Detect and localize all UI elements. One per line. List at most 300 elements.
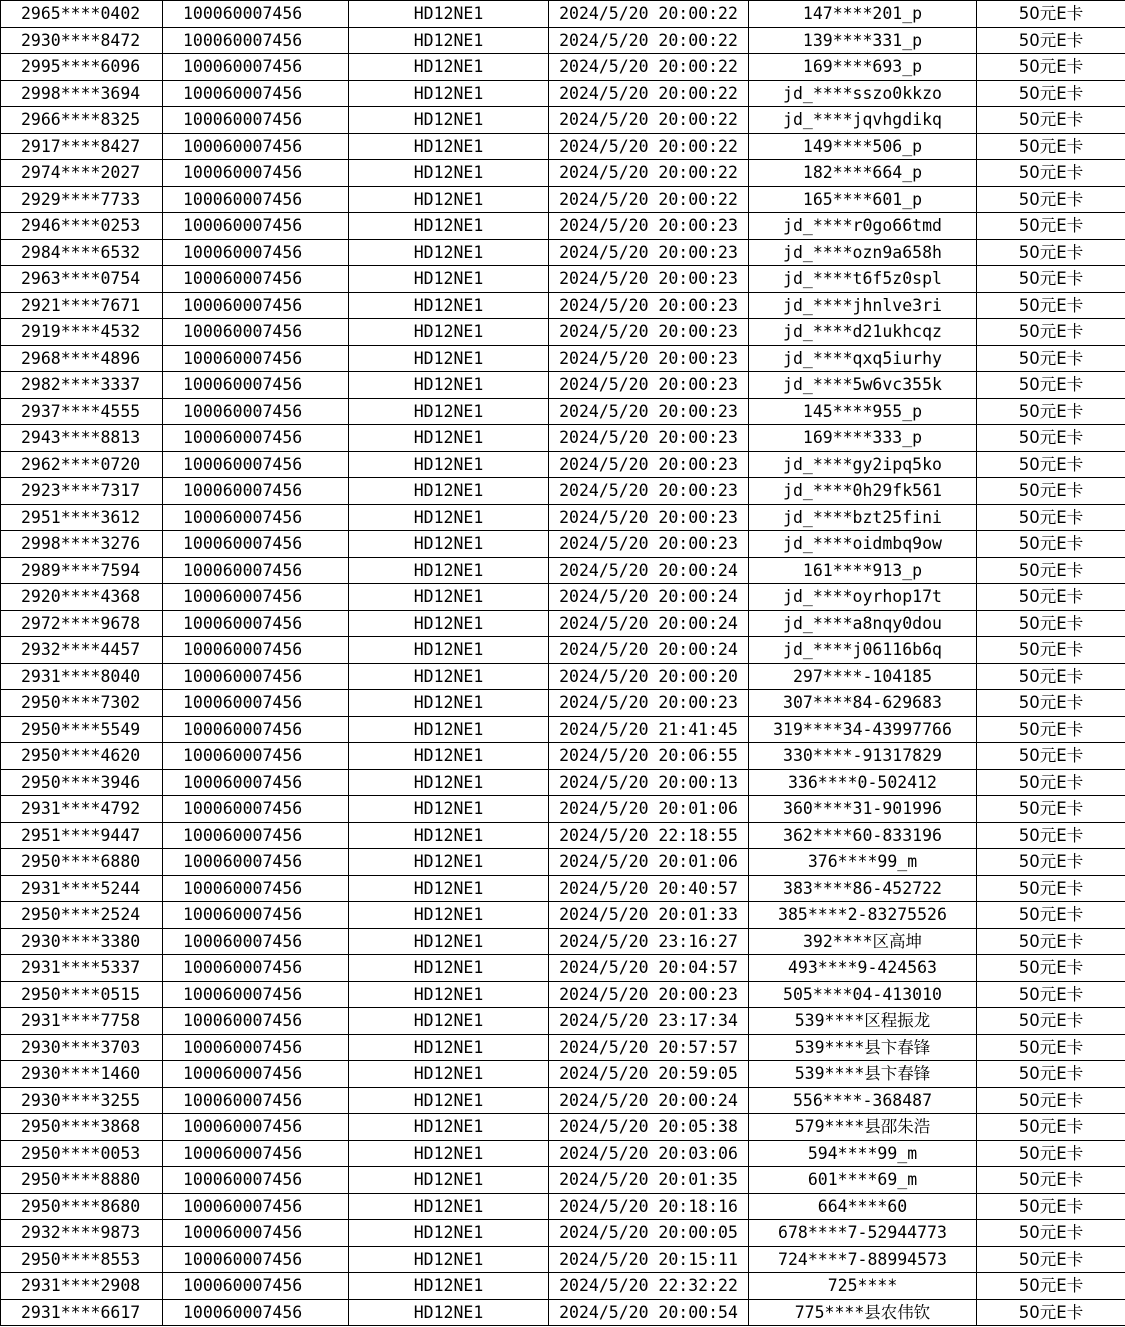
time-cell: 2024/5/20 20:01:06 bbox=[549, 849, 749, 876]
activity-code-cell: HD12NE1 bbox=[349, 1299, 549, 1326]
product-id-cell: 100060007456 bbox=[163, 1167, 349, 1194]
prize-cell: 50元E卡 bbox=[977, 1220, 1125, 1247]
time-cell: 2024/5/20 20:00:24 bbox=[549, 610, 749, 637]
user-account-cell: jd_****j06116b6q bbox=[749, 637, 977, 664]
table-row bbox=[1, 1034, 1125, 1061]
prize-cell: 50元E卡 bbox=[977, 584, 1125, 611]
table-row bbox=[1, 292, 1125, 319]
table-row bbox=[1, 213, 1125, 240]
order-id-cell: 2917****8427 bbox=[1, 133, 163, 160]
activity-code-cell: HD12NE1 bbox=[349, 981, 549, 1008]
prize-cell: 50元E卡 bbox=[977, 928, 1125, 955]
prize-cell: 50元E卡 bbox=[977, 1061, 1125, 1088]
prize-cell: 50元E卡 bbox=[977, 345, 1125, 372]
order-id-cell: 2937****4555 bbox=[1, 398, 163, 425]
user-account-cell: jd_****0h29fk561 bbox=[749, 478, 977, 505]
prize-cell: 50元E卡 bbox=[977, 822, 1125, 849]
prize-cell: 50元E卡 bbox=[977, 1140, 1125, 1167]
user-account-cell: 539****县卞春锋 bbox=[749, 1061, 977, 1088]
order-id-cell: 2965****0402 bbox=[1, 1, 163, 28]
order-id-cell: 2950****0053 bbox=[1, 1140, 163, 1167]
prize-cell: 50元E卡 bbox=[977, 849, 1125, 876]
order-id-cell: 2950****0515 bbox=[1, 981, 163, 1008]
table-row bbox=[1, 319, 1125, 346]
activity-code-cell: HD12NE1 bbox=[349, 107, 549, 134]
user-account-cell: 383****86-452722 bbox=[749, 875, 977, 902]
table-row bbox=[1, 1008, 1125, 1035]
prize-cell: 50元E卡 bbox=[977, 796, 1125, 823]
time-cell: 2024/5/20 20:00:22 bbox=[549, 133, 749, 160]
order-id-cell: 2974****2027 bbox=[1, 160, 163, 187]
activity-code-cell: HD12NE1 bbox=[349, 1, 549, 28]
time-cell: 2024/5/20 20:57:57 bbox=[549, 1034, 749, 1061]
activity-code-cell: HD12NE1 bbox=[349, 716, 549, 743]
order-id-cell: 2972****9678 bbox=[1, 610, 163, 637]
activity-code-cell: HD12NE1 bbox=[349, 1220, 549, 1247]
time-cell: 2024/5/20 20:01:06 bbox=[549, 796, 749, 823]
activity-code-cell: HD12NE1 bbox=[349, 1167, 549, 1194]
order-id-cell: 2950****4620 bbox=[1, 743, 163, 770]
product-id-cell: 100060007456 bbox=[163, 186, 349, 213]
user-account-cell: 493****9-424563 bbox=[749, 955, 977, 982]
product-id-cell: 100060007456 bbox=[163, 902, 349, 929]
table-row bbox=[1, 796, 1125, 823]
table-row bbox=[1, 1167, 1125, 1194]
prize-cell: 50元E卡 bbox=[977, 1034, 1125, 1061]
product-id-cell: 100060007456 bbox=[163, 80, 349, 107]
order-id-cell: 2984****6532 bbox=[1, 239, 163, 266]
product-id-cell: 100060007456 bbox=[163, 1193, 349, 1220]
order-id-cell: 2930****1460 bbox=[1, 1061, 163, 1088]
prize-cell: 50元E卡 bbox=[977, 716, 1125, 743]
prize-cell: 50元E卡 bbox=[977, 478, 1125, 505]
order-id-cell: 2932****4457 bbox=[1, 637, 163, 664]
prize-cell: 50元E卡 bbox=[977, 372, 1125, 399]
table-row bbox=[1, 107, 1125, 134]
order-id-cell: 2919****4532 bbox=[1, 319, 163, 346]
user-account-cell: 169****693_p bbox=[749, 54, 977, 81]
activity-code-cell: HD12NE1 bbox=[349, 1246, 549, 1273]
time-cell: 2024/5/20 20:00:23 bbox=[549, 690, 749, 717]
user-account-cell: 330****-91317829 bbox=[749, 743, 977, 770]
user-account-cell: 145****955_p bbox=[749, 398, 977, 425]
prize-cell: 50元E卡 bbox=[977, 1114, 1125, 1141]
order-id-cell: 2930****8472 bbox=[1, 27, 163, 54]
time-cell: 2024/5/20 21:41:45 bbox=[549, 716, 749, 743]
time-cell: 2024/5/20 20:00:22 bbox=[549, 107, 749, 134]
product-id-cell: 100060007456 bbox=[163, 822, 349, 849]
user-account-cell: jd_****bzt25fini bbox=[749, 504, 977, 531]
user-account-cell: 594****99_m bbox=[749, 1140, 977, 1167]
activity-code-cell: HD12NE1 bbox=[349, 902, 549, 929]
product-id-cell: 100060007456 bbox=[163, 1087, 349, 1114]
activity-code-cell: HD12NE1 bbox=[349, 663, 549, 690]
order-id-cell: 2950****8880 bbox=[1, 1167, 163, 1194]
time-cell: 2024/5/20 20:00:23 bbox=[549, 981, 749, 1008]
table-row bbox=[1, 1140, 1125, 1167]
order-id-cell: 2962****0720 bbox=[1, 451, 163, 478]
order-id-cell: 2951****3612 bbox=[1, 504, 163, 531]
table-row bbox=[1, 239, 1125, 266]
activity-code-cell: HD12NE1 bbox=[349, 27, 549, 54]
prize-cell: 50元E卡 bbox=[977, 266, 1125, 293]
table-row bbox=[1, 425, 1125, 452]
activity-code-cell: HD12NE1 bbox=[349, 1193, 549, 1220]
order-id-cell: 2932****9873 bbox=[1, 1220, 163, 1247]
product-id-cell: 100060007456 bbox=[163, 345, 349, 372]
order-id-cell: 2998****3694 bbox=[1, 80, 163, 107]
product-id-cell: 100060007456 bbox=[163, 54, 349, 81]
product-id-cell: 100060007456 bbox=[163, 1061, 349, 1088]
order-id-cell: 2931****5244 bbox=[1, 875, 163, 902]
time-cell: 2024/5/20 20:00:23 bbox=[549, 239, 749, 266]
time-cell: 2024/5/20 20:00:05 bbox=[549, 1220, 749, 1247]
table-row bbox=[1, 1114, 1125, 1141]
activity-code-cell: HD12NE1 bbox=[349, 584, 549, 611]
product-id-cell: 100060007456 bbox=[163, 398, 349, 425]
table-row bbox=[1, 1193, 1125, 1220]
time-cell: 2024/5/20 20:00:23 bbox=[549, 478, 749, 505]
user-account-cell: 775****县农伟钦 bbox=[749, 1299, 977, 1326]
activity-code-cell: HD12NE1 bbox=[349, 345, 549, 372]
product-id-cell: 100060007456 bbox=[163, 292, 349, 319]
prize-cell: 50元E卡 bbox=[977, 1087, 1125, 1114]
prize-cell: 50元E卡 bbox=[977, 769, 1125, 796]
product-id-cell: 100060007456 bbox=[163, 1246, 349, 1273]
time-cell: 2024/5/20 20:18:16 bbox=[549, 1193, 749, 1220]
table-row bbox=[1, 504, 1125, 531]
order-id-cell: 2998****3276 bbox=[1, 531, 163, 558]
prize-cell: 50元E卡 bbox=[977, 1299, 1125, 1326]
prize-cell: 50元E卡 bbox=[977, 54, 1125, 81]
order-id-cell: 2920****4368 bbox=[1, 584, 163, 611]
table-row bbox=[1, 849, 1125, 876]
prize-cell: 50元E卡 bbox=[977, 27, 1125, 54]
time-cell: 2024/5/20 20:00:24 bbox=[549, 584, 749, 611]
time-cell: 2024/5/20 20:00:22 bbox=[549, 186, 749, 213]
product-id-cell: 100060007456 bbox=[163, 981, 349, 1008]
prize-cell: 50元E卡 bbox=[977, 1008, 1125, 1035]
product-id-cell: 100060007456 bbox=[163, 557, 349, 584]
product-id-cell: 100060007456 bbox=[163, 1034, 349, 1061]
table-row bbox=[1, 663, 1125, 690]
activity-code-cell: HD12NE1 bbox=[349, 769, 549, 796]
time-cell: 2024/5/20 20:00:23 bbox=[549, 319, 749, 346]
activity-code-cell: HD12NE1 bbox=[349, 160, 549, 187]
table-row bbox=[1, 769, 1125, 796]
time-cell: 2024/5/20 20:04:57 bbox=[549, 955, 749, 982]
order-id-cell: 2931****4792 bbox=[1, 796, 163, 823]
order-id-cell: 2943****8813 bbox=[1, 425, 163, 452]
user-account-cell: 539****区程振龙 bbox=[749, 1008, 977, 1035]
time-cell: 2024/5/20 20:00:22 bbox=[549, 160, 749, 187]
activity-code-cell: HD12NE1 bbox=[349, 292, 549, 319]
prize-cell: 50元E卡 bbox=[977, 955, 1125, 982]
activity-code-cell: HD12NE1 bbox=[349, 478, 549, 505]
user-account-cell: 297****-104185 bbox=[749, 663, 977, 690]
time-cell: 2024/5/20 20:00:22 bbox=[549, 54, 749, 81]
activity-code-cell: HD12NE1 bbox=[349, 796, 549, 823]
activity-code-cell: HD12NE1 bbox=[349, 610, 549, 637]
time-cell: 2024/5/20 20:00:22 bbox=[549, 1, 749, 28]
table-row bbox=[1, 133, 1125, 160]
product-id-cell: 100060007456 bbox=[163, 1008, 349, 1035]
time-cell: 2024/5/20 20:00:23 bbox=[549, 345, 749, 372]
table-row bbox=[1, 1273, 1125, 1300]
activity-code-cell: HD12NE1 bbox=[349, 80, 549, 107]
table-row bbox=[1, 27, 1125, 54]
table-row bbox=[1, 186, 1125, 213]
time-cell: 2024/5/20 20:05:38 bbox=[549, 1114, 749, 1141]
table-row bbox=[1, 451, 1125, 478]
prize-cell: 50元E卡 bbox=[977, 398, 1125, 425]
product-id-cell: 100060007456 bbox=[163, 213, 349, 240]
table-row bbox=[1, 981, 1125, 1008]
table-row bbox=[1, 955, 1125, 982]
table-row bbox=[1, 345, 1125, 372]
table-row bbox=[1, 54, 1125, 81]
activity-code-cell: HD12NE1 bbox=[349, 504, 549, 531]
activity-code-cell: HD12NE1 bbox=[349, 1273, 549, 1300]
user-account-cell: 149****506_p bbox=[749, 133, 977, 160]
order-id-cell: 2989****7594 bbox=[1, 557, 163, 584]
prize-cell: 50元E卡 bbox=[977, 1, 1125, 28]
product-id-cell: 100060007456 bbox=[163, 133, 349, 160]
activity-code-cell: HD12NE1 bbox=[349, 928, 549, 955]
user-account-cell: 556****-368487 bbox=[749, 1087, 977, 1114]
user-account-cell: jd_****t6f5z0spl bbox=[749, 266, 977, 293]
user-account-cell: 376****99_m bbox=[749, 849, 977, 876]
table-row bbox=[1, 1, 1125, 28]
prize-cell: 50元E卡 bbox=[977, 1246, 1125, 1273]
prize-cell: 50元E卡 bbox=[977, 690, 1125, 717]
product-id-cell: 100060007456 bbox=[163, 875, 349, 902]
prize-cell: 50元E卡 bbox=[977, 637, 1125, 664]
table-body bbox=[1, 1, 1125, 1326]
order-id-cell: 2930****3703 bbox=[1, 1034, 163, 1061]
user-account-cell: 539****县卞春锋 bbox=[749, 1034, 977, 1061]
activity-code-cell: HD12NE1 bbox=[349, 213, 549, 240]
time-cell: 2024/5/20 20:00:23 bbox=[549, 292, 749, 319]
time-cell: 2024/5/20 20:00:23 bbox=[549, 504, 749, 531]
user-account-cell: 182****664_p bbox=[749, 160, 977, 187]
product-id-cell: 100060007456 bbox=[163, 690, 349, 717]
user-account-cell: jd_****gy2ipq5ko bbox=[749, 451, 977, 478]
activity-code-cell: HD12NE1 bbox=[349, 372, 549, 399]
order-id-cell: 2931****8040 bbox=[1, 663, 163, 690]
prize-cell: 50元E卡 bbox=[977, 213, 1125, 240]
order-id-cell: 2950****8553 bbox=[1, 1246, 163, 1273]
table-row bbox=[1, 398, 1125, 425]
activity-code-cell: HD12NE1 bbox=[349, 557, 549, 584]
table-row bbox=[1, 716, 1125, 743]
product-id-cell: 100060007456 bbox=[163, 266, 349, 293]
time-cell: 2024/5/20 20:59:05 bbox=[549, 1061, 749, 1088]
product-id-cell: 100060007456 bbox=[163, 1114, 349, 1141]
product-id-cell: 100060007456 bbox=[163, 1140, 349, 1167]
user-account-cell: 362****60-833196 bbox=[749, 822, 977, 849]
time-cell: 2024/5/20 20:00:54 bbox=[549, 1299, 749, 1326]
prize-cell: 50元E卡 bbox=[977, 160, 1125, 187]
table-row bbox=[1, 1246, 1125, 1273]
order-id-cell: 2968****4896 bbox=[1, 345, 163, 372]
order-id-cell: 2931****6617 bbox=[1, 1299, 163, 1326]
prize-cell: 50元E卡 bbox=[977, 80, 1125, 107]
order-id-cell: 2950****8680 bbox=[1, 1193, 163, 1220]
activity-code-cell: HD12NE1 bbox=[349, 1061, 549, 1088]
activity-code-cell: HD12NE1 bbox=[349, 875, 549, 902]
activity-code-cell: HD12NE1 bbox=[349, 266, 549, 293]
product-id-cell: 100060007456 bbox=[163, 27, 349, 54]
user-account-cell: 664****60 bbox=[749, 1193, 977, 1220]
user-account-cell: 392****区高坤 bbox=[749, 928, 977, 955]
table-row bbox=[1, 266, 1125, 293]
time-cell: 2024/5/20 20:00:24 bbox=[549, 557, 749, 584]
user-account-cell: jd_****jqvhgdikq bbox=[749, 107, 977, 134]
table-row bbox=[1, 1220, 1125, 1247]
prize-cell: 50元E卡 bbox=[977, 319, 1125, 346]
prize-cell: 50元E卡 bbox=[977, 875, 1125, 902]
prize-cell: 50元E卡 bbox=[977, 133, 1125, 160]
activity-code-cell: HD12NE1 bbox=[349, 849, 549, 876]
order-id-cell: 2995****6096 bbox=[1, 54, 163, 81]
user-account-cell: jd_****oidmbq9ow bbox=[749, 531, 977, 558]
prize-cell: 50元E卡 bbox=[977, 902, 1125, 929]
time-cell: 2024/5/20 22:18:55 bbox=[549, 822, 749, 849]
time-cell: 2024/5/20 22:32:22 bbox=[549, 1273, 749, 1300]
user-account-cell: 169****333_p bbox=[749, 425, 977, 452]
prize-cell: 50元E卡 bbox=[977, 531, 1125, 558]
activity-code-cell: HD12NE1 bbox=[349, 690, 549, 717]
time-cell: 2024/5/20 20:00:24 bbox=[549, 1087, 749, 1114]
activity-code-cell: HD12NE1 bbox=[349, 451, 549, 478]
order-id-cell: 2950****2524 bbox=[1, 902, 163, 929]
prize-cell: 50元E卡 bbox=[977, 451, 1125, 478]
table-row bbox=[1, 531, 1125, 558]
product-id-cell: 100060007456 bbox=[163, 610, 349, 637]
order-id-cell: 2950****5549 bbox=[1, 716, 163, 743]
user-account-cell: jd_****jhnlve3ri bbox=[749, 292, 977, 319]
activity-code-cell: HD12NE1 bbox=[349, 1008, 549, 1035]
product-id-cell: 100060007456 bbox=[163, 107, 349, 134]
user-account-cell: 601****69_m bbox=[749, 1167, 977, 1194]
table-row bbox=[1, 372, 1125, 399]
order-id-cell: 2951****9447 bbox=[1, 822, 163, 849]
time-cell: 2024/5/20 20:01:35 bbox=[549, 1167, 749, 1194]
table-row bbox=[1, 637, 1125, 664]
activity-code-cell: HD12NE1 bbox=[349, 319, 549, 346]
prize-cell: 50元E卡 bbox=[977, 1193, 1125, 1220]
prize-cell: 50元E卡 bbox=[977, 239, 1125, 266]
user-account-cell: jd_****ozn9a658h bbox=[749, 239, 977, 266]
product-id-cell: 100060007456 bbox=[163, 372, 349, 399]
table-row bbox=[1, 557, 1125, 584]
time-cell: 2024/5/20 23:17:34 bbox=[549, 1008, 749, 1035]
order-id-cell: 2929****7733 bbox=[1, 186, 163, 213]
order-id-cell: 2950****7302 bbox=[1, 690, 163, 717]
prize-cell: 50元E卡 bbox=[977, 425, 1125, 452]
user-account-cell: 725**** bbox=[749, 1273, 977, 1300]
prize-cell: 50元E卡 bbox=[977, 1273, 1125, 1300]
product-id-cell: 100060007456 bbox=[163, 955, 349, 982]
prize-cell: 50元E卡 bbox=[977, 1167, 1125, 1194]
product-id-cell: 100060007456 bbox=[163, 769, 349, 796]
time-cell: 2024/5/20 20:00:23 bbox=[549, 213, 749, 240]
user-account-cell: jd_****a8nqy0dou bbox=[749, 610, 977, 637]
table-row bbox=[1, 1087, 1125, 1114]
time-cell: 2024/5/20 20:15:11 bbox=[549, 1246, 749, 1273]
product-id-cell: 100060007456 bbox=[163, 504, 349, 531]
table-row bbox=[1, 743, 1125, 770]
activity-code-cell: HD12NE1 bbox=[349, 1114, 549, 1141]
user-account-cell: 165****601_p bbox=[749, 186, 977, 213]
time-cell: 2024/5/20 20:00:23 bbox=[549, 531, 749, 558]
order-id-cell: 2921****7671 bbox=[1, 292, 163, 319]
order-id-cell: 2930****3255 bbox=[1, 1087, 163, 1114]
user-account-cell: 360****31-901996 bbox=[749, 796, 977, 823]
table-row bbox=[1, 1299, 1125, 1326]
time-cell: 2024/5/20 20:00:23 bbox=[549, 425, 749, 452]
order-id-cell: 2931****5337 bbox=[1, 955, 163, 982]
product-id-cell: 100060007456 bbox=[163, 796, 349, 823]
product-id-cell: 100060007456 bbox=[163, 425, 349, 452]
product-id-cell: 100060007456 bbox=[163, 478, 349, 505]
product-id-cell: 100060007456 bbox=[163, 1273, 349, 1300]
activity-code-cell: HD12NE1 bbox=[349, 743, 549, 770]
user-account-cell: 505****04-413010 bbox=[749, 981, 977, 1008]
time-cell: 2024/5/20 20:40:57 bbox=[549, 875, 749, 902]
prize-cell: 50元E卡 bbox=[977, 504, 1125, 531]
activity-code-cell: HD12NE1 bbox=[349, 425, 549, 452]
user-account-cell: jd_****5w6vc355k bbox=[749, 372, 977, 399]
time-cell: 2024/5/20 20:00:20 bbox=[549, 663, 749, 690]
product-id-cell: 100060007456 bbox=[163, 319, 349, 346]
product-id-cell: 100060007456 bbox=[163, 1, 349, 28]
prize-cell: 50元E卡 bbox=[977, 663, 1125, 690]
order-id-cell: 2946****0253 bbox=[1, 213, 163, 240]
time-cell: 2024/5/20 20:06:55 bbox=[549, 743, 749, 770]
order-id-cell: 2950****3946 bbox=[1, 769, 163, 796]
table-row bbox=[1, 690, 1125, 717]
table-row bbox=[1, 1061, 1125, 1088]
user-account-cell: 579****县邵朱浩 bbox=[749, 1114, 977, 1141]
time-cell: 2024/5/20 20:00:22 bbox=[549, 27, 749, 54]
user-account-cell: 336****0-502412 bbox=[749, 769, 977, 796]
time-cell: 2024/5/20 20:00:23 bbox=[549, 398, 749, 425]
activity-code-cell: HD12NE1 bbox=[349, 398, 549, 425]
product-id-cell: 100060007456 bbox=[163, 1299, 349, 1326]
order-id-cell: 2950****3868 bbox=[1, 1114, 163, 1141]
table-row bbox=[1, 478, 1125, 505]
order-id-cell: 2950****6880 bbox=[1, 849, 163, 876]
user-account-cell: 307****84-629683 bbox=[749, 690, 977, 717]
table-row bbox=[1, 584, 1125, 611]
product-id-cell: 100060007456 bbox=[163, 531, 349, 558]
user-account-cell: 139****331_p bbox=[749, 27, 977, 54]
order-id-cell: 2982****3337 bbox=[1, 372, 163, 399]
user-account-cell: jd_****r0go66tmd bbox=[749, 213, 977, 240]
time-cell: 2024/5/20 20:03:06 bbox=[549, 1140, 749, 1167]
product-id-cell: 100060007456 bbox=[163, 663, 349, 690]
product-id-cell: 100060007456 bbox=[163, 160, 349, 187]
user-account-cell: 161****913_p bbox=[749, 557, 977, 584]
table-row bbox=[1, 928, 1125, 955]
order-id-cell: 2931****7758 bbox=[1, 1008, 163, 1035]
product-id-cell: 100060007456 bbox=[163, 716, 349, 743]
activity-code-cell: HD12NE1 bbox=[349, 955, 549, 982]
activity-code-cell: HD12NE1 bbox=[349, 1140, 549, 1167]
activity-code-cell: HD12NE1 bbox=[349, 54, 549, 81]
